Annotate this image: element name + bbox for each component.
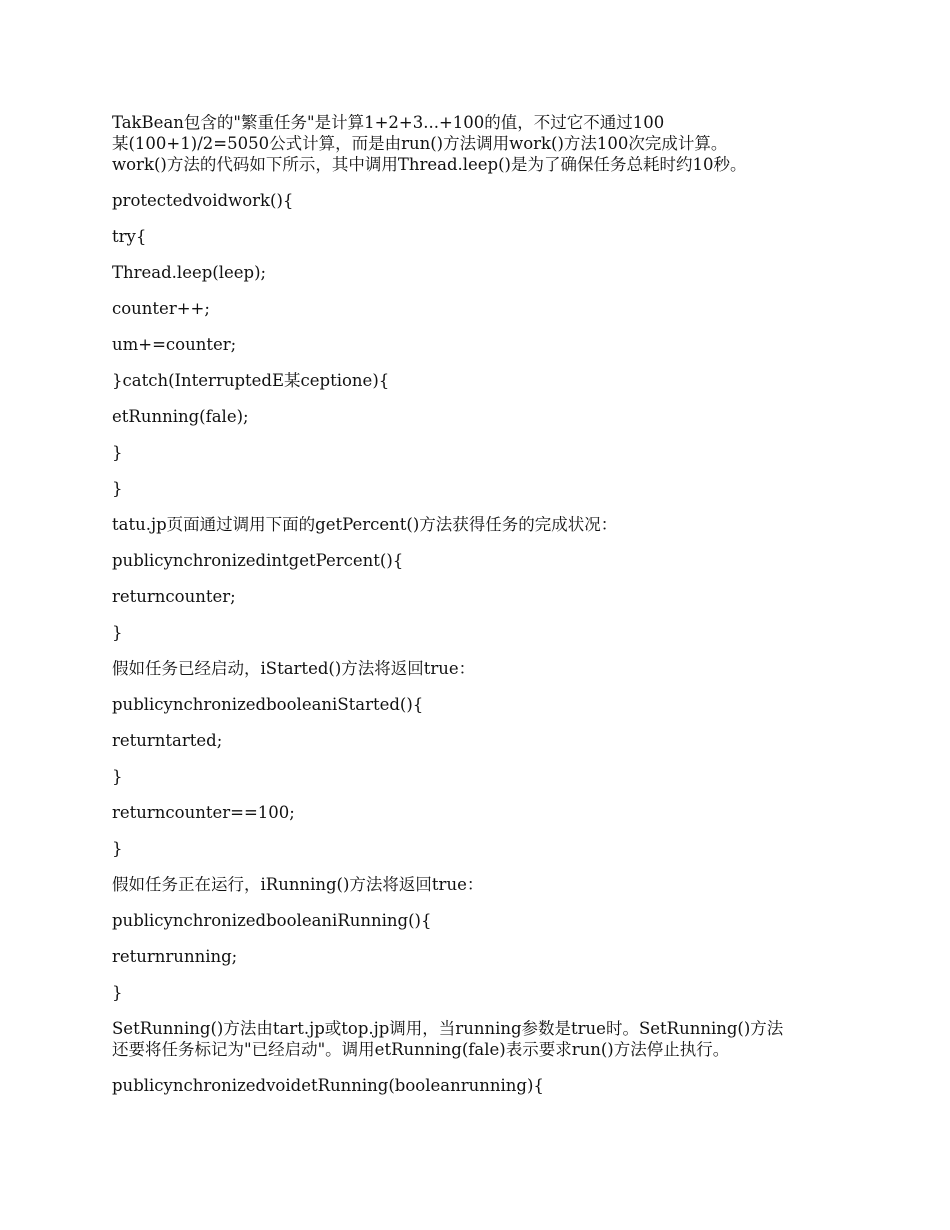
code-line: [112, 298, 852, 319]
code-line: [112, 406, 852, 427]
code-line: [112, 946, 852, 967]
code-line: [112, 622, 852, 643]
code-line: [112, 694, 852, 715]
code-line: [112, 910, 852, 931]
text-line: etRunning(fale);: [112, 407, 249, 426]
paragraph-istarted-intro: [112, 658, 852, 679]
code-line: [112, 730, 852, 751]
text-line: TakBean包含的"繁重任务"是计算1+2+3...+100的值，不过它不通过100: [112, 113, 665, 132]
text-line: publicynchronizedbooleaniRunning(){: [112, 911, 432, 930]
code-line: [112, 550, 852, 571]
code-line: [112, 226, 852, 247]
text-line: work()方法的代码如下所示，其中调用Thread.leep()是为了确保任务总耗时约10秒。: [112, 155, 747, 174]
code-line: [112, 262, 852, 283]
text-line: publicynchronizedbooleaniStarted(){: [112, 695, 424, 714]
code-line: [112, 982, 852, 1003]
code-line: [112, 478, 852, 499]
paragraph-getpercent-intro: [112, 514, 852, 535]
code-line: [112, 190, 852, 211]
document-page: [112, 112, 852, 1111]
text-line: publicynchronizedintgetPercent(){: [112, 551, 404, 570]
code-line: [112, 1075, 852, 1096]
code-line: [112, 442, 852, 463]
paragraph-intro: [112, 112, 852, 175]
text-line: 还要将任务标记为"已经启动"。调用etRunning(fale)表示要求run()方法停止执行。: [112, 1040, 730, 1059]
text-line: }: [112, 983, 123, 1002]
text-line: SetRunning()方法由tart.jp或top.jp调用，当running参数是true时。SetRunning()方法: [112, 1019, 784, 1038]
text-line: 某(100+1)/2=5050公式计算，而是由run()方法调用work()方法100次完成计算。: [112, 134, 728, 153]
code-line: [112, 334, 852, 355]
text-line: }: [112, 443, 123, 462]
text-line: 假如任务正在运行，iRunning()方法将返回true：: [112, 875, 484, 894]
text-line: }: [112, 839, 123, 858]
paragraph-irunning-intro: [112, 874, 852, 895]
text-line: }catch(InterruptedE某ceptione){: [112, 371, 390, 390]
text-line: returncounter;: [112, 587, 236, 606]
text-line: }: [112, 767, 123, 786]
text-line: }: [112, 479, 123, 498]
text-line: counter++;: [112, 299, 210, 318]
text-line: publicynchronizedvoidetRunning(booleanrunning){: [112, 1076, 544, 1095]
text-line: Thread.leep(leep);: [112, 263, 267, 282]
code-line: [112, 802, 852, 823]
text-line: try{: [112, 227, 147, 246]
code-line: [112, 766, 852, 787]
text-line: returntarted;: [112, 731, 223, 750]
paragraph-setrunning-intro: [112, 1018, 852, 1060]
text-line: returncounter==100;: [112, 803, 295, 822]
text-line: tatu.jp页面通过调用下面的getPercent()方法获得任务的完成状况：: [112, 515, 618, 534]
code-line: [112, 370, 852, 391]
text-line: um+=counter;: [112, 335, 237, 354]
text-line: 假如任务已经启动，iStarted()方法将返回true：: [112, 659, 476, 678]
text-line: protectedvoidwork(){: [112, 191, 294, 210]
code-line: [112, 586, 852, 607]
code-line: [112, 838, 852, 859]
text-line: }: [112, 623, 123, 642]
text-line: returnrunning;: [112, 947, 238, 966]
